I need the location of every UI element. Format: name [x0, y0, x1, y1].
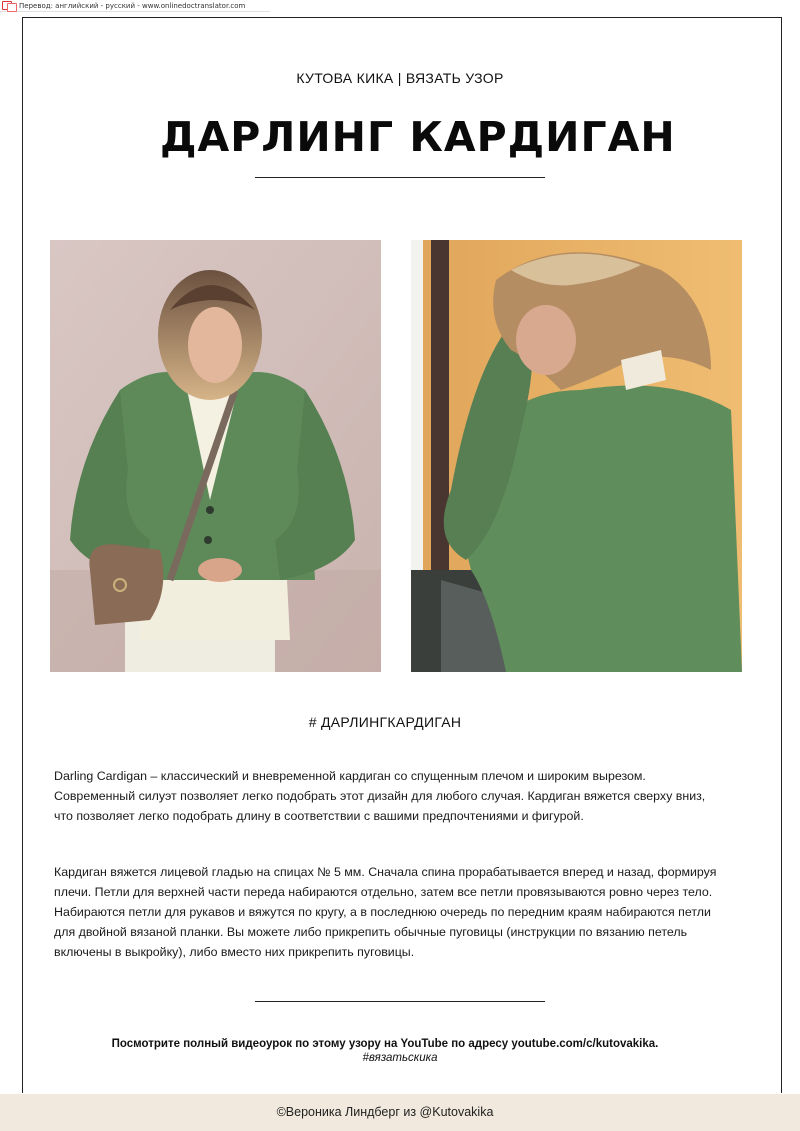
footer-divider: [255, 1001, 545, 1002]
paragraph-line: Современный силуэт позволяет легко подобрать этот дизайн для любого случая. Кардиган вяжется сверху вниз,: [54, 789, 706, 803]
paragraph-line: Кардиган вяжется лицевой гладью на спицах № 5 мм. Сначала спина прорабатывается вперед и назад, формируя: [54, 865, 717, 879]
translator-banner[interactable]: [0, 0, 270, 12]
translator-banner-text: Перевод: английский - русский - www.onlinedoctranslator.com: [19, 1, 246, 10]
title-divider: [255, 177, 545, 178]
video-hashtag: #вязатьскика: [362, 1052, 438, 1064]
cardigan-photo-back: [411, 240, 742, 672]
construction-paragraph: [54, 862, 754, 962]
paragraph-line: Набираются петли для рукавов и вяжутся по кругу, а в последнюю очередь по передним краям набираются петли: [54, 905, 711, 919]
pattern-hashtag: # ДАРЛИНГКАРДИГАН: [308, 714, 462, 730]
paragraph-line: для двойной вязаной планки. Вы можете либо прикрепить обычные пуговицы (инструкции по вязанию петель: [54, 925, 688, 939]
video-tutorial-note: Посмотрите полный видеоурок по этому узору на YouTube по адресу youtube.com/c/kutovakika.: [111, 1038, 659, 1050]
paragraph-line: плечи. Петли для верхней части переда набираются отдельно, затем все петли провязываются ровно через тело.: [54, 885, 713, 899]
paragraph-line: Darling Cardigan – классический и вневременной кардиган со спущенным плечом и широким вырезом.: [54, 769, 646, 783]
copyright-credit: ©Вероника Линдберг из @Kutovakika: [276, 1105, 494, 1119]
intro-paragraph: [54, 766, 754, 826]
translator-logo-icon: [2, 1, 16, 10]
paragraph-line: включены в выкройку), либо вместо них прикрепить пуговицы.: [54, 945, 415, 959]
page-title: ДАРЛИНГ КАРДИГАН: [160, 113, 676, 161]
paragraph-line: что позволяет легко подобрать длину в соответствии с вашими предпочтениями и фигурой.: [54, 809, 584, 823]
designer-line: КУТОВА КИКА | ВЯЗАТЬ УЗОР: [296, 70, 504, 86]
cardigan-photo-front: [50, 240, 381, 672]
